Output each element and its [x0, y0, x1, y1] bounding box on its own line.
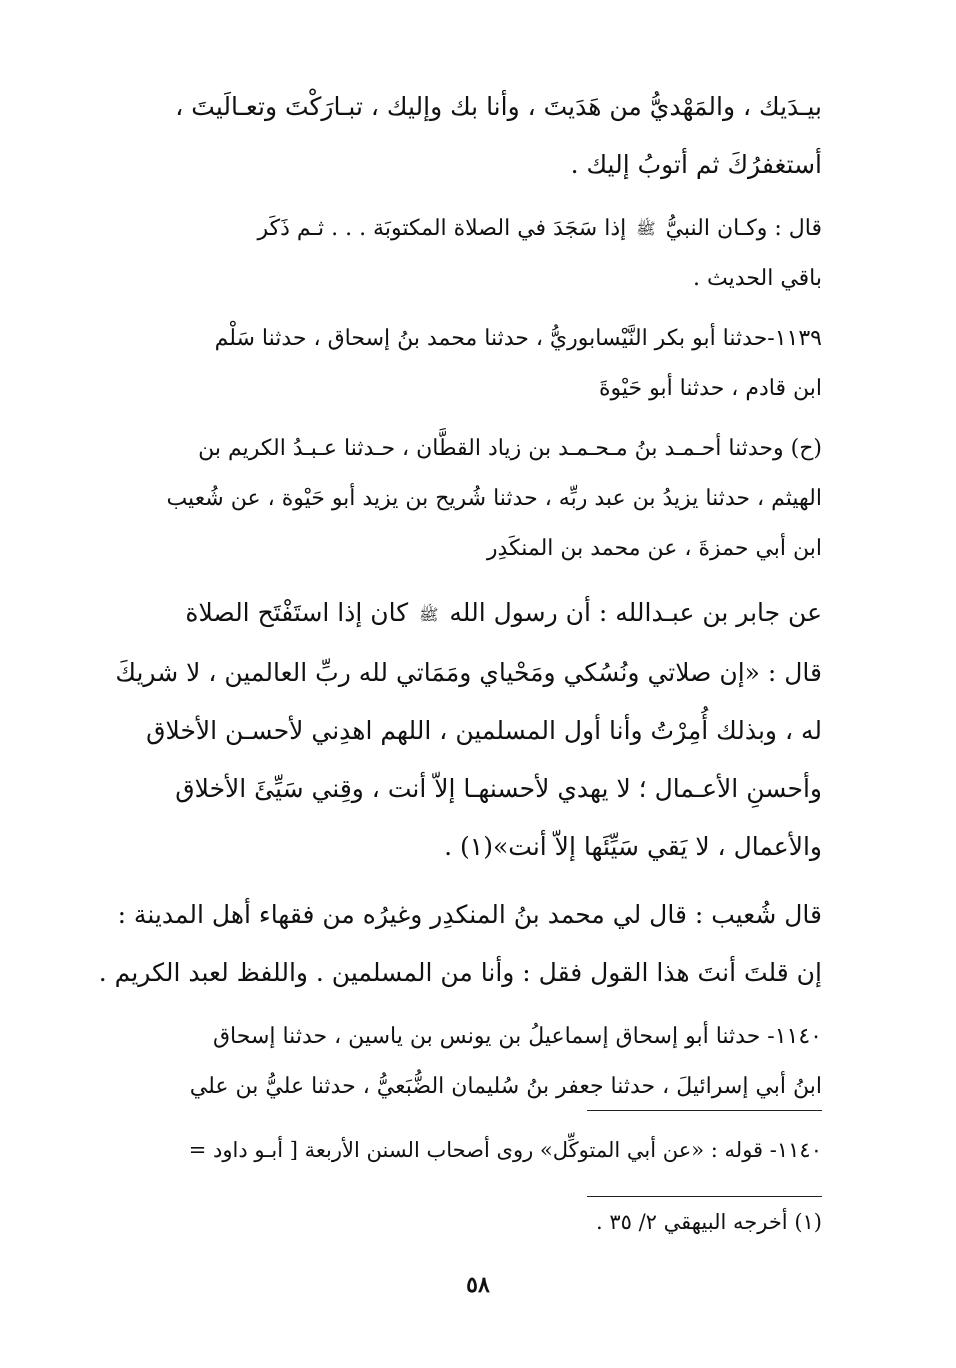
- text-line: ابن قادم ، حدثنا أبو حَيْوةَ: [598, 376, 822, 401]
- text-line: [110, 584, 822, 644]
- hadith-text-jabir: [110, 584, 822, 876]
- text-line: بيـدَيك ، والمَهْديُّ من هَدَيتَ ، وأنا بك وإليك ، تبـارَكْتَ وتعـالَيتَ ،: [175, 92, 822, 121]
- page-number: ٥٨: [466, 1272, 490, 1298]
- footnote-commentary: ١١٤٠- قوله : «عن أبي المتوكِّل» روى أصحاب السنن الأربعة [ أبـو داود =: [188, 1138, 822, 1162]
- salla-glyph: ﷺ: [419, 604, 439, 624]
- text-segment: عن جابر بن عبـدالله : أن رسول الله: [449, 598, 822, 627]
- text-line: وأحسنِ الأعـمال ؛ لا يهدي لأحسنهـا إلاّ أنت ، وقِني سَيِّئَ الأخلاق: [175, 773, 822, 803]
- text-segment: إذا سَجَدَ في الصلاة المكتوبَة . . . ثـم ذَكَر: [257, 216, 627, 241]
- footnote-reference: (١) أخرجه البيهقي ٢/ ٣٥ .: [595, 1210, 822, 1234]
- text-segment: قال : وكـان النبيُّ: [665, 216, 822, 241]
- narration-1139: [110, 314, 822, 414]
- text-line: ١١٤٠- حدثنا أبو إسحاق إسماعيلُ بن يونس بن ياسين ، حدثنا إسحاق: [212, 1023, 822, 1049]
- text-line: ١١٣٩-حدثنا أبو بكر النَّيْسابوريُّ ، حدثنا محمد بنُ إسحاق ، حدثنا سَلْم: [214, 326, 822, 351]
- text-line: باقي الحديث .: [693, 266, 822, 291]
- text-line: قال : «إن صلاتي ونُسُكي ومَحْياي ومَمَاتي لله ربِّ العالمين ، لا شريكَ: [115, 657, 822, 687]
- text-line: قال شُعيب : قال لي محمد بنُ المنكدِر وغيرُه من فقهاء أهل المدينة :: [117, 899, 822, 929]
- text-line: [110, 204, 822, 254]
- text-line: الهيثم ، حدثنا يزيدُ بن عبد ربِّه ، حدثنا شُريح بن يزيد أبو حَيْوة ، عن شُعيب: [166, 486, 822, 511]
- salla-glyph: ﷺ: [636, 219, 656, 238]
- footnote-divider: [587, 1196, 822, 1197]
- text-line: والأعمال ، لا يَقي سَيِّئَها إلاّ أنت»(١) .: [444, 831, 822, 861]
- text-line: ابن أبي حمزةَ ، عن محمد بن المنكَدِر: [486, 536, 822, 561]
- paragraph-dua-ending: [110, 78, 822, 194]
- paragraph-sujud-mention: [110, 204, 822, 304]
- page-body: [98, 78, 822, 1122]
- text-line: أستغفرُكَ ثم أتوبُ إليك .: [570, 150, 822, 179]
- text-line: ابنُ أبي إسرائيلَ ، حدثنا جعفر بنُ سُليمان الضُّبَعيُّ ، حدثنا عليُّ بن علي: [189, 1073, 822, 1099]
- text-line: إن قلتَ أنتَ هذا القول فقل : وأنا من المسلمين . واللفظ لعبد الكريم .: [98, 957, 822, 987]
- text-line: له ، وبذلك أُمِرْتُ وأنا أول المسلمين ، اللهم اهدِني لأحسـن الأخلاق: [146, 715, 822, 745]
- text-line: (ح) وحدثنا أحـمـد بنُ مـحـمـد بن زياد القطَّان ، حـدثنا عـبـدُ الكريم بن: [198, 436, 822, 461]
- narration-ha: [110, 424, 822, 574]
- paragraph-shuayb: [98, 886, 822, 1002]
- text-segment: كان إذا استَفْتَح الصلاة: [185, 598, 409, 627]
- footnote-divider: [587, 1110, 822, 1111]
- narration-1140: [110, 1012, 822, 1112]
